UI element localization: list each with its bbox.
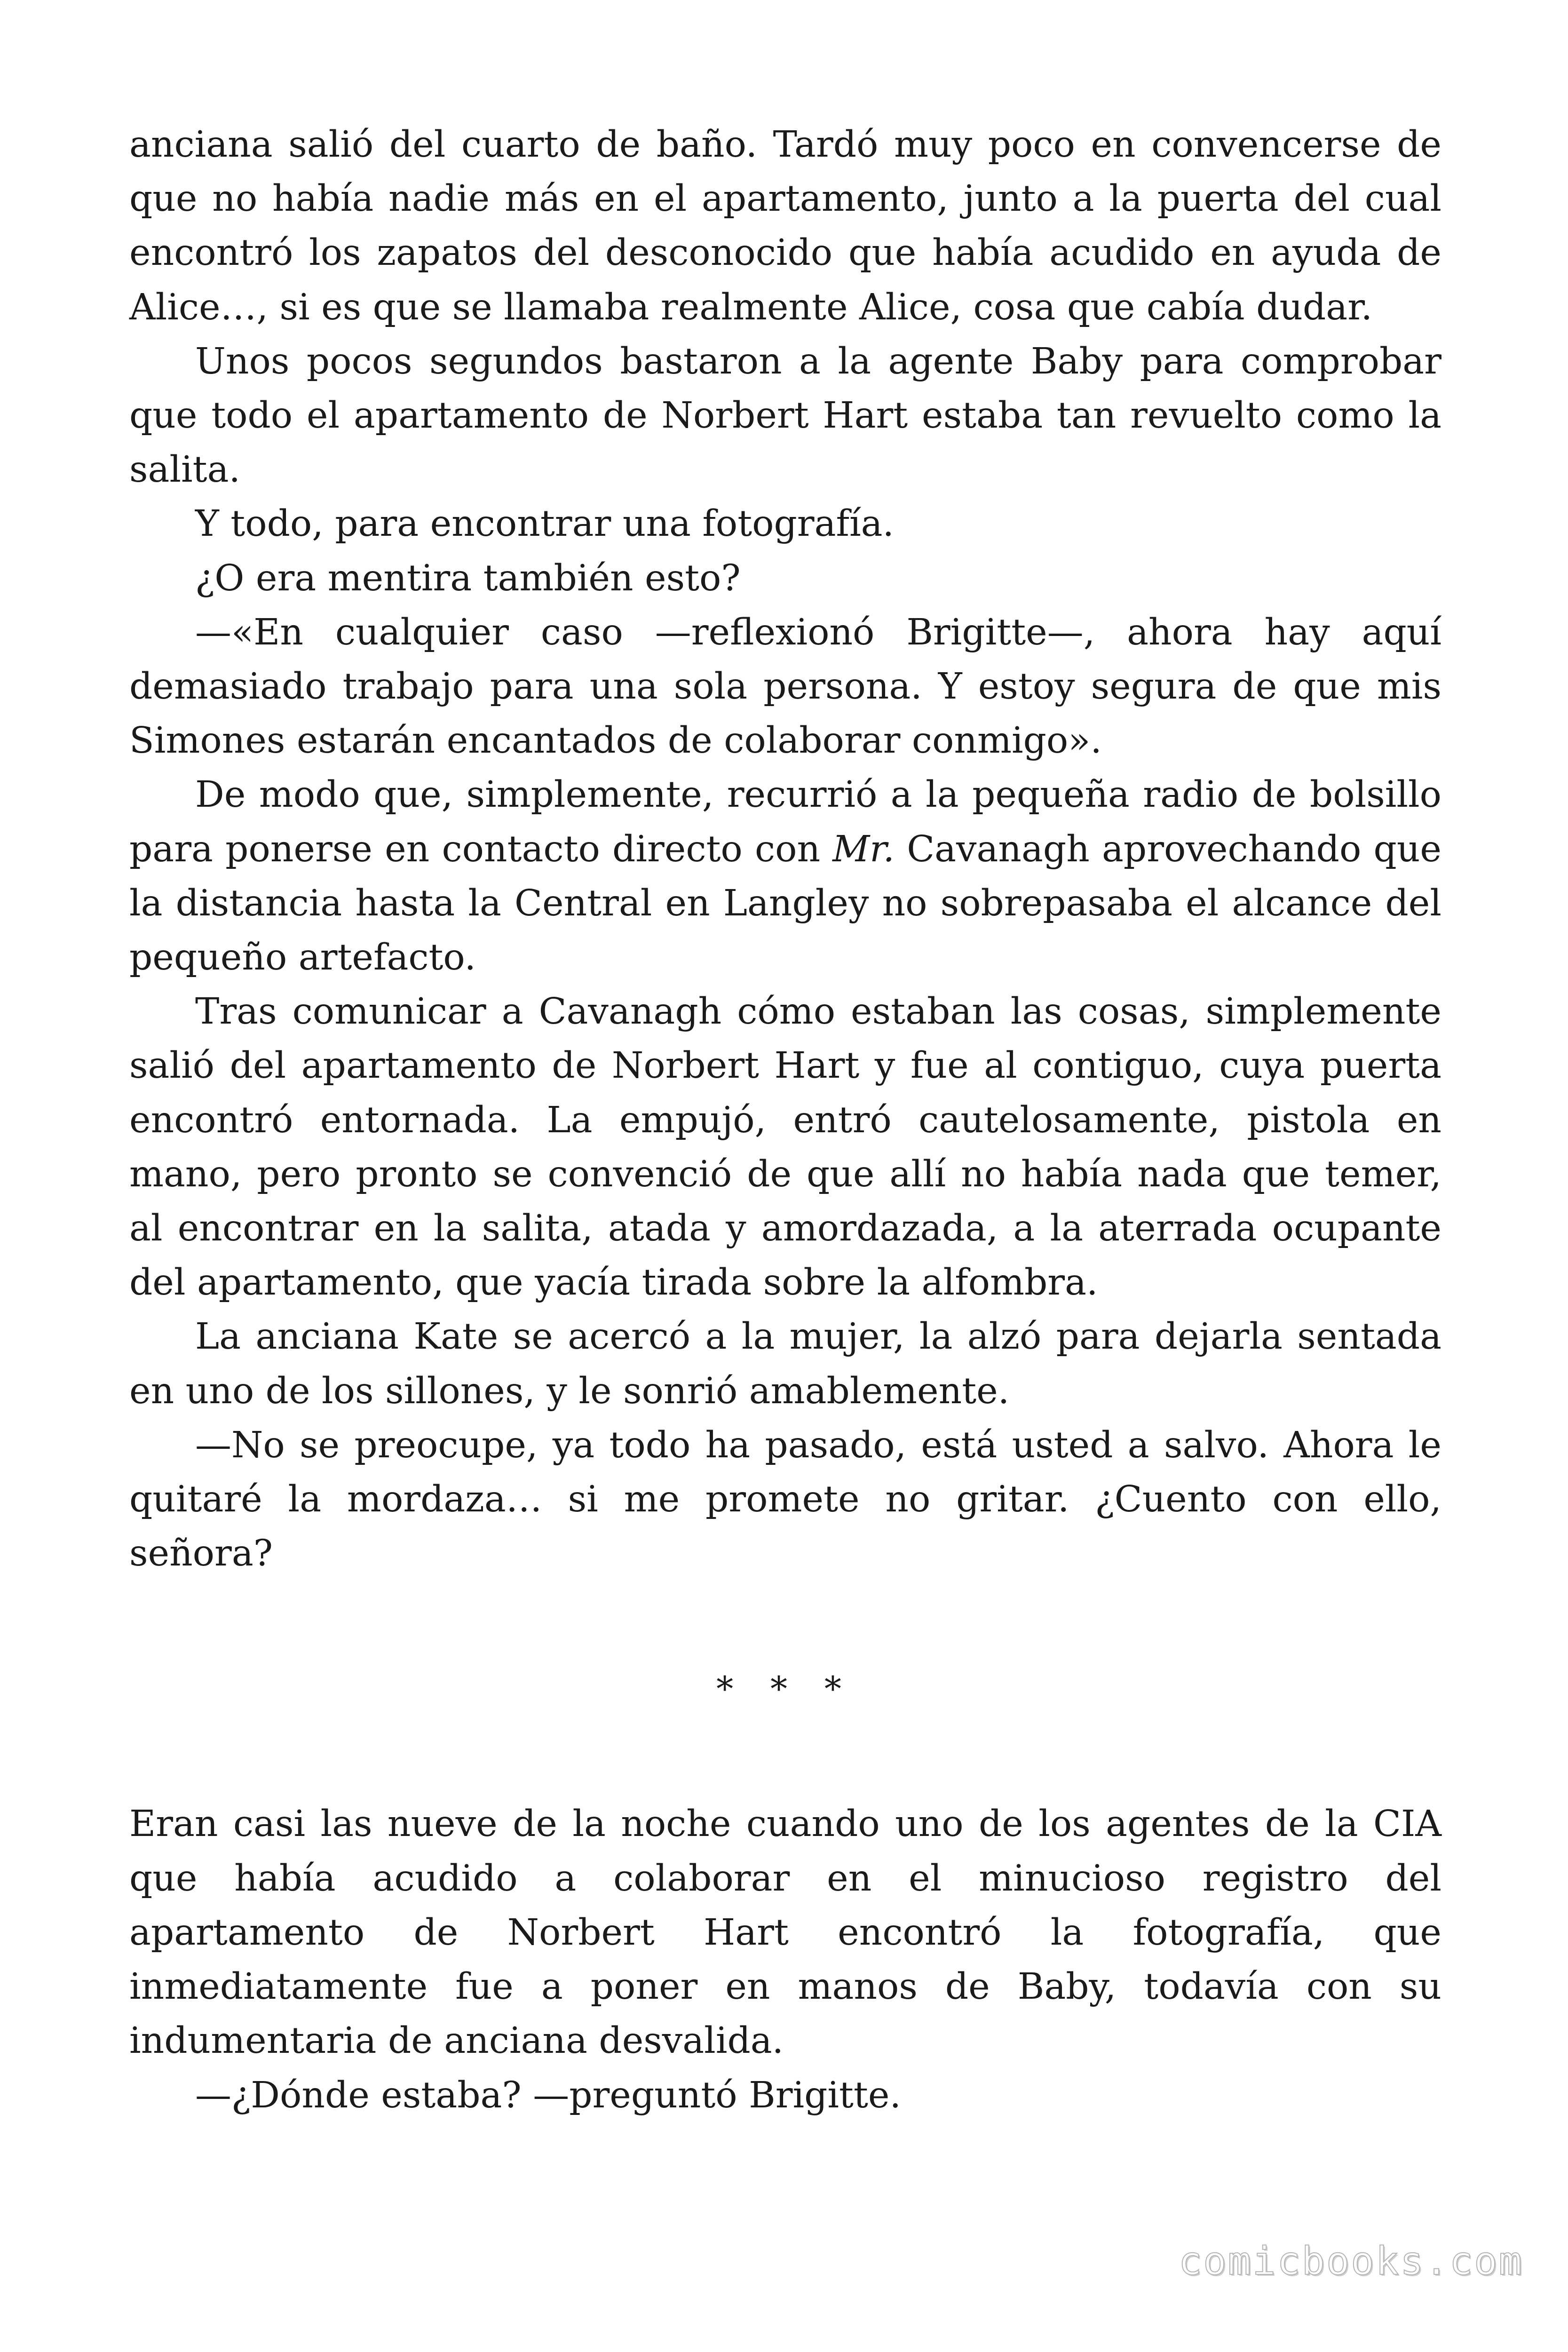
paragraph: anciana salió del cuarto de baño. Tardó muy poco en convencerse de que no había nadie más en el apartamento, junto a la puerta del cual encontró los zapatos del desconocido que había acudido en ayuda de Alice…, si es que se llamaba realmente Alice, cosa que cabía dudar. xyxy=(129,124,1441,328)
paragraph: Eran casi las nueve de la noche cuando uno de los agentes de la CIA que había acudido a colaborar en el minucioso registro del apartamento de Norbert Hart encontró la fotografía, que inmediatamente fue a poner en manos de Baby, todavía con su indumentaria de anciana desvalida. xyxy=(129,1803,1441,2062)
paragraph: Tras comunicar a Cavanagh cómo estaban las cosas, simplemente salió del apartamento de Norbert Hart y fue al contiguo, cuya puerta encontró entornada. La empujó, entró cautelosamente, pistola en mano, pero pronto se convenció de que allí no había nada que temer, al encontrar en la salita, atada y amordazada, a la aterrada ocupante del apartamento, que yacía tirada sobre la alfombra. xyxy=(129,991,1441,1304)
paragraph: —No se preocupe, ya todo ha pasado, está usted a salvo. Ahora le quitaré la mordaza… si me promete no gritar. ¿Cuento con ello, señora? xyxy=(129,1424,1441,1575)
paragraph: —¿Dónde estaba? —preguntó Brigitte. xyxy=(195,2074,901,2116)
section-separator: * * * xyxy=(716,1669,855,1709)
paragraph xyxy=(129,768,1441,985)
paragraph: Y todo, para encontrar una fotografía. xyxy=(195,503,895,545)
book-page xyxy=(129,118,1441,2122)
paragraph-text: De modo que, simplemente, recurrió a la pequeña radio de bolsillo para ponerse en contacto directo con xyxy=(129,774,1441,870)
italic-title: Mr. xyxy=(832,828,895,870)
watermark: comicbooks.com xyxy=(1178,2239,1523,2284)
paragraph: —«En cualquier caso —reflexionó Brigitte—, ahora hay aquí demasiado trabajo para una sola persona. Y estoy segura de que mis Simones estarán encantados de colaborar conmigo». xyxy=(129,611,1441,762)
paragraph: Unos pocos segundos bastaron a la agente Baby para comprobar que todo el apartamento de Norbert Hart estaba tan revuelto como la salita. xyxy=(129,340,1441,491)
paragraph-text: Cavanagh aprovechando que la distancia hasta la Central en Langley no sobrepasaba el alcance del pequeño artefacto. xyxy=(129,828,1441,979)
paragraph: ¿O era mentira también esto? xyxy=(195,557,741,599)
paragraph: La anciana Kate se acercó a la mujer, la alzó para dejarla sentada en uno de los sillones, y le sonrió amablemente. xyxy=(129,1316,1441,1412)
